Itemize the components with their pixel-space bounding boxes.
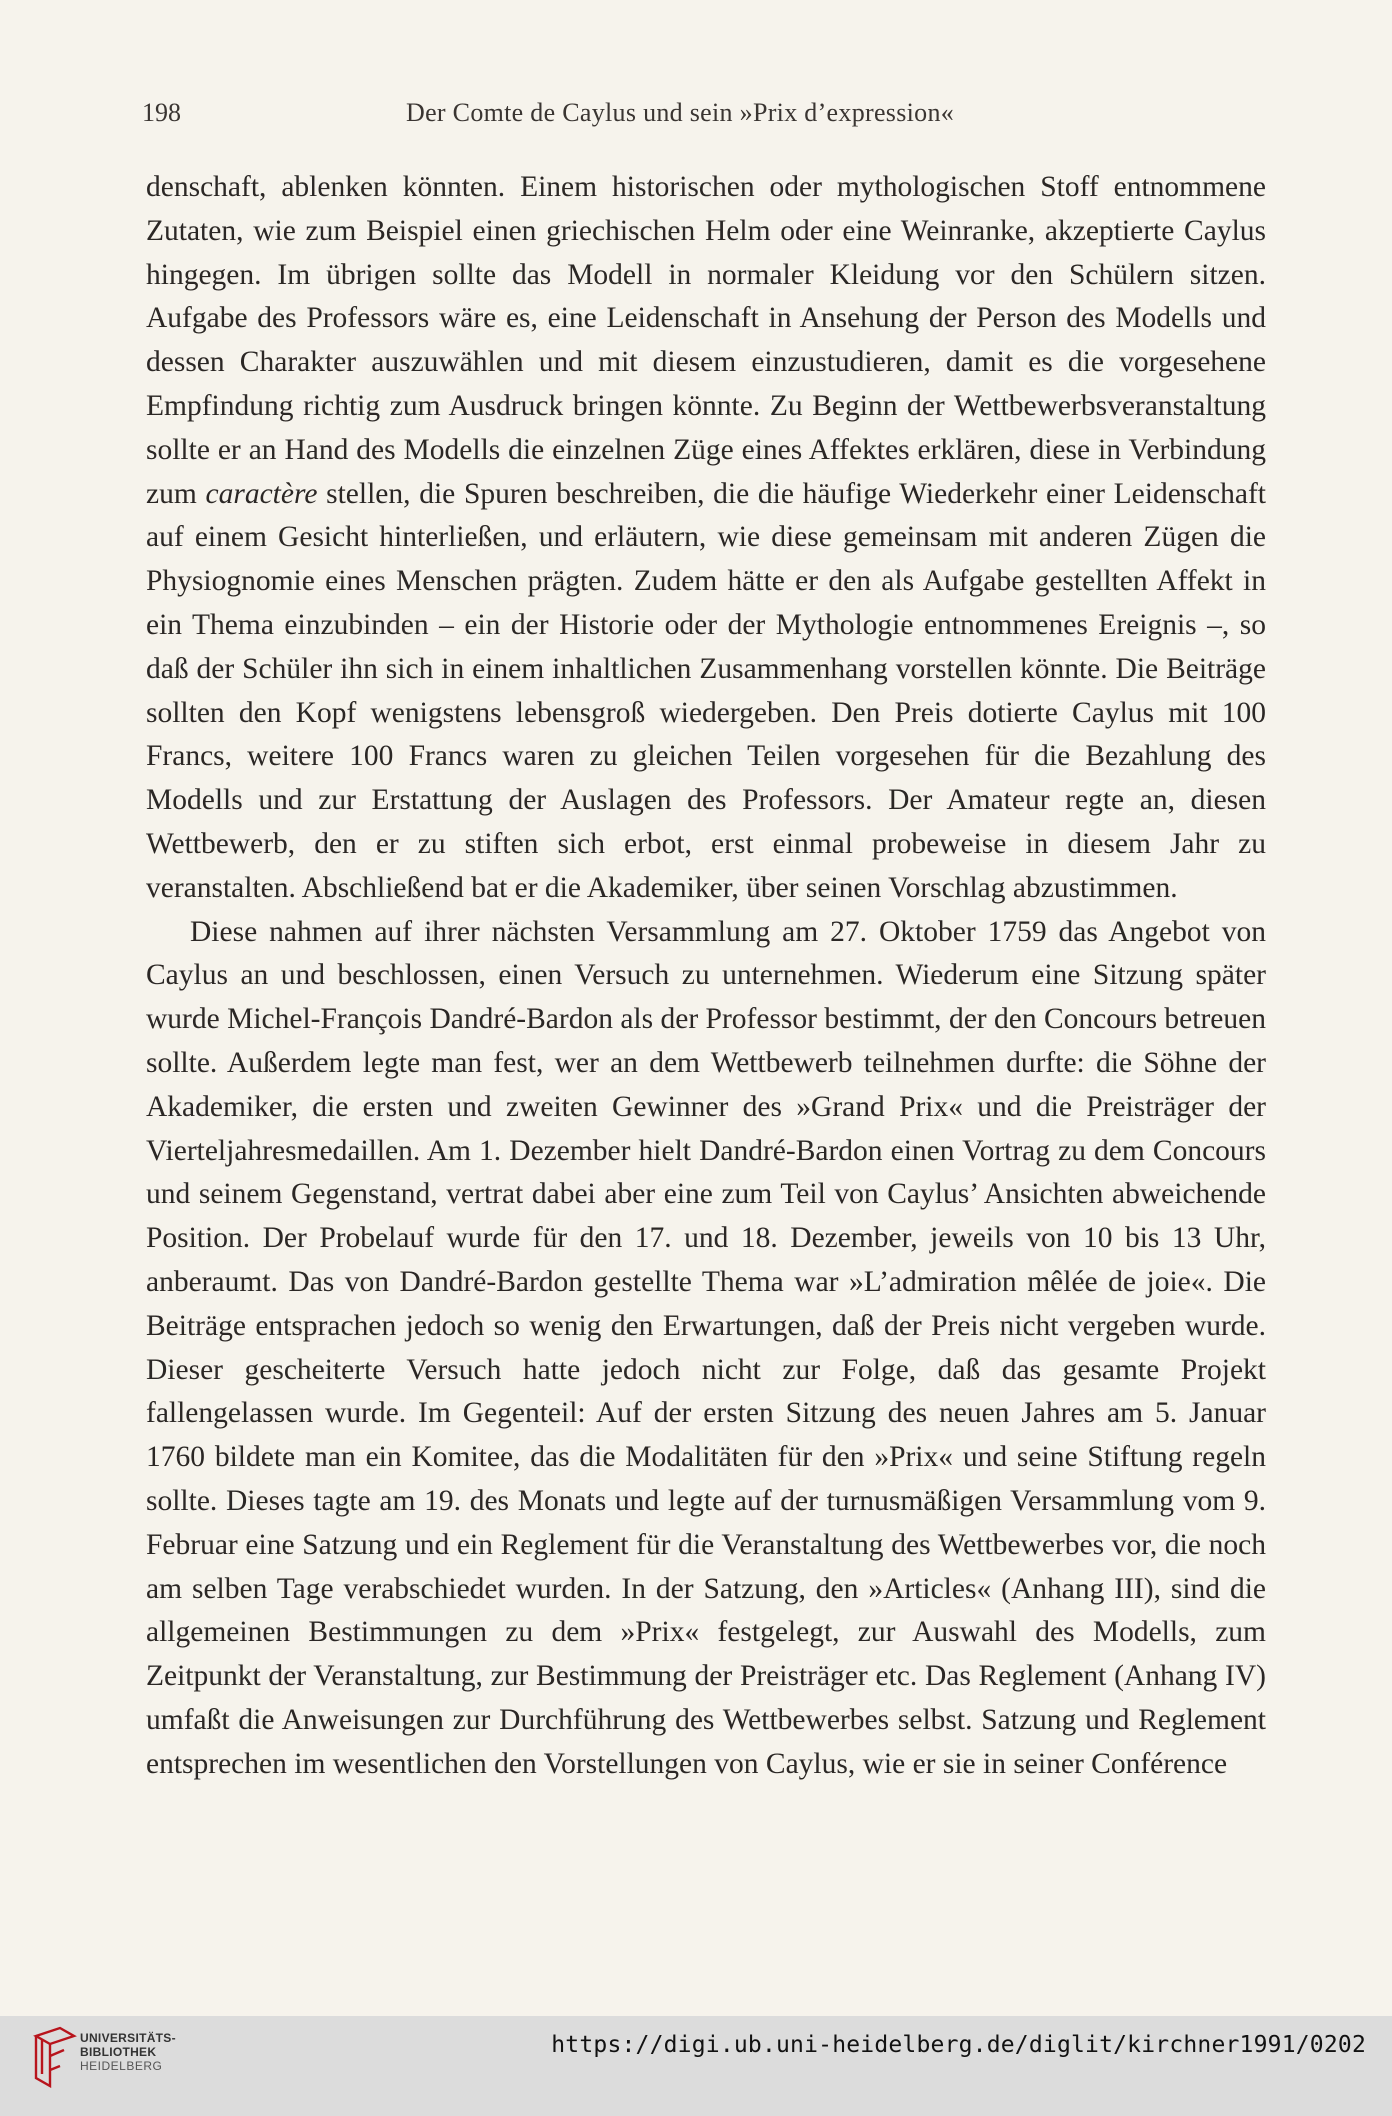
permalink-url[interactable]: https://digi.ub.uni-heidelberg.de/diglit/kirchner1991/0202 (551, 2032, 1366, 2058)
library-name-line-2: BIBLIOTHEK (80, 2045, 157, 2059)
paragraph-1-text-b: stellen, die Spuren beschreiben, die die häufige Wiederkehr einer Leidenschaft auf einem Gesicht hinterließen, und erläutern, wie diese gemeinsam mit anderen Zügen die Physiognomie eines Menschen prägten. Zudem hätte er den als Aufgabe gestellten Affekt in ein Thema einzubinden – ein der Historie oder der Mythologie entnommenes Ereignis –, so daß der Schüler ihn sich in einem inhaltlichen Zusammenhang vorstellen könnte. Die Beiträge sollten den Kopf wenigstens lebensgroß wiedergeben. Den Preis dotierte Caylus mit 100 Francs, weitere 100 Francs waren zu gleichen Teilen vorgesehen für die Bezahlung des Modells und zur Erstattung der Auslagen des Professors. Der Amateur regte an, diesen Wettbewerb, den er zu stiften sich erbot, erst einmal probeweise in diesem Jahr zu veranstalten. Abschließend bat er die Akademiker, über seinen Vorschlag abzustimmen. (146, 477, 1266, 904)
library-name-line-3: HEIDELBERG (80, 2059, 163, 2073)
running-head (142, 98, 1262, 134)
paragraph-1-italic-term: caractère (205, 477, 318, 510)
body-text (146, 166, 1266, 1786)
digitization-footer (0, 2016, 1392, 2116)
paragraph-1-text-a: denschaft, ablenken könnten. Einem historischen oder mythologischen Stoff entnommene Zutaten, wie zum Beispiel einen griechischen Helm oder eine Weinranke, akzeptierte Caylus hingegen. Im übrigen sollte das Modell in normaler Kleidung vor den Schülern sitzen. Aufgabe des Professors wäre es, eine Leidenschaft in Ansehung der Person des Modells und dessen Charakter auszuwählen und mit diesem einzustudieren, damit es die vorgesehene Empfindung richtig zum Ausdruck bringen könnte. Zu Beginn der Wettbewerbsveranstaltung sollte er an Hand des Modells die einzelnen Züge eines Affektes erklären, diese in Verbindung zum (146, 171, 1266, 510)
page-number: 198 (142, 98, 181, 127)
paragraph-1 (146, 166, 1266, 911)
ub-heidelberg-logo-icon (30, 2026, 80, 2088)
paragraph-2: Diese nahmen auf ihrer nächsten Versammlung am 27. Oktober 1759 das Angebot von Caylus an und beschlossen, einen Versuch zu unternehmen. Wiederum eine Sitzung später wurde Michel-François Dandré-Bardon als der Professor bestimmt, der den Concours betreuen sollte. Außerdem legte man fest, wer an dem Wettbewerb teilnehmen durfte: die Söhne der Akademiker, die ersten und zweiten Gewinner des »Grand Prix« und die Preisträger der Vierteljahresmedaillen. Am 1. Dezember hielt Dandré-Bardon einen Vortrag zu dem Concours und seinem Gegenstand, vertrat dabei aber eine zum Teil von Caylus’ Ansichten abweichende Position. Der Probelauf wurde für den 17. und 18. Dezember, jeweils von 10 bis 13 Uhr, anberaumt. Das von Dandré-Bardon gestellte Thema war »L’admiration mêlée de joie«. Die Beiträge entsprachen jedoch so wenig den Erwartungen, daß der Preis nicht vergeben wurde. Dieser gescheiterte Versuch hatte jedoch nicht zur Folge, daß das gesamte Projekt fallengelassen wurde. Im Gegenteil: Auf der ersten Sitzung des neuen Jahres am 5. Januar 1760 bildete man ein Komitee, das die Modalitäten für den »Prix« und seine Stiftung regeln sollte. Dieses tagte am 19. des Monats und legte auf der turnusmäßigen Versammlung vom 9. Februar eine Satzung und ein Reglement für die Veranstaltung des Wettbewerbes vor, die noch am selben Tage verabschiedet wurden. In der Satzung, den »Articles« (Anhang III), sind die allgemeinen Bestimmungen zu dem »Prix« festgelegt, zur Auswahl des Modells, zum Zeitpunkt der Veranstaltung, zur Bestimmung der Preisträger etc. Das Reglement (Anhang IV) umfaßt die Anweisungen zur Durchführung des Wettbewerbes selbst. Satzung und Reglement entsprechen im wesentlichen den Vorstellungen von Caylus, wie er sie in seiner Conférence (146, 915, 1266, 1780)
library-name (80, 2031, 176, 2073)
running-title: Der Comte de Caylus und sein »Prix d’expression« (406, 98, 955, 127)
library-name-line-1: UNIVERSITÄTS- (80, 2031, 176, 2045)
